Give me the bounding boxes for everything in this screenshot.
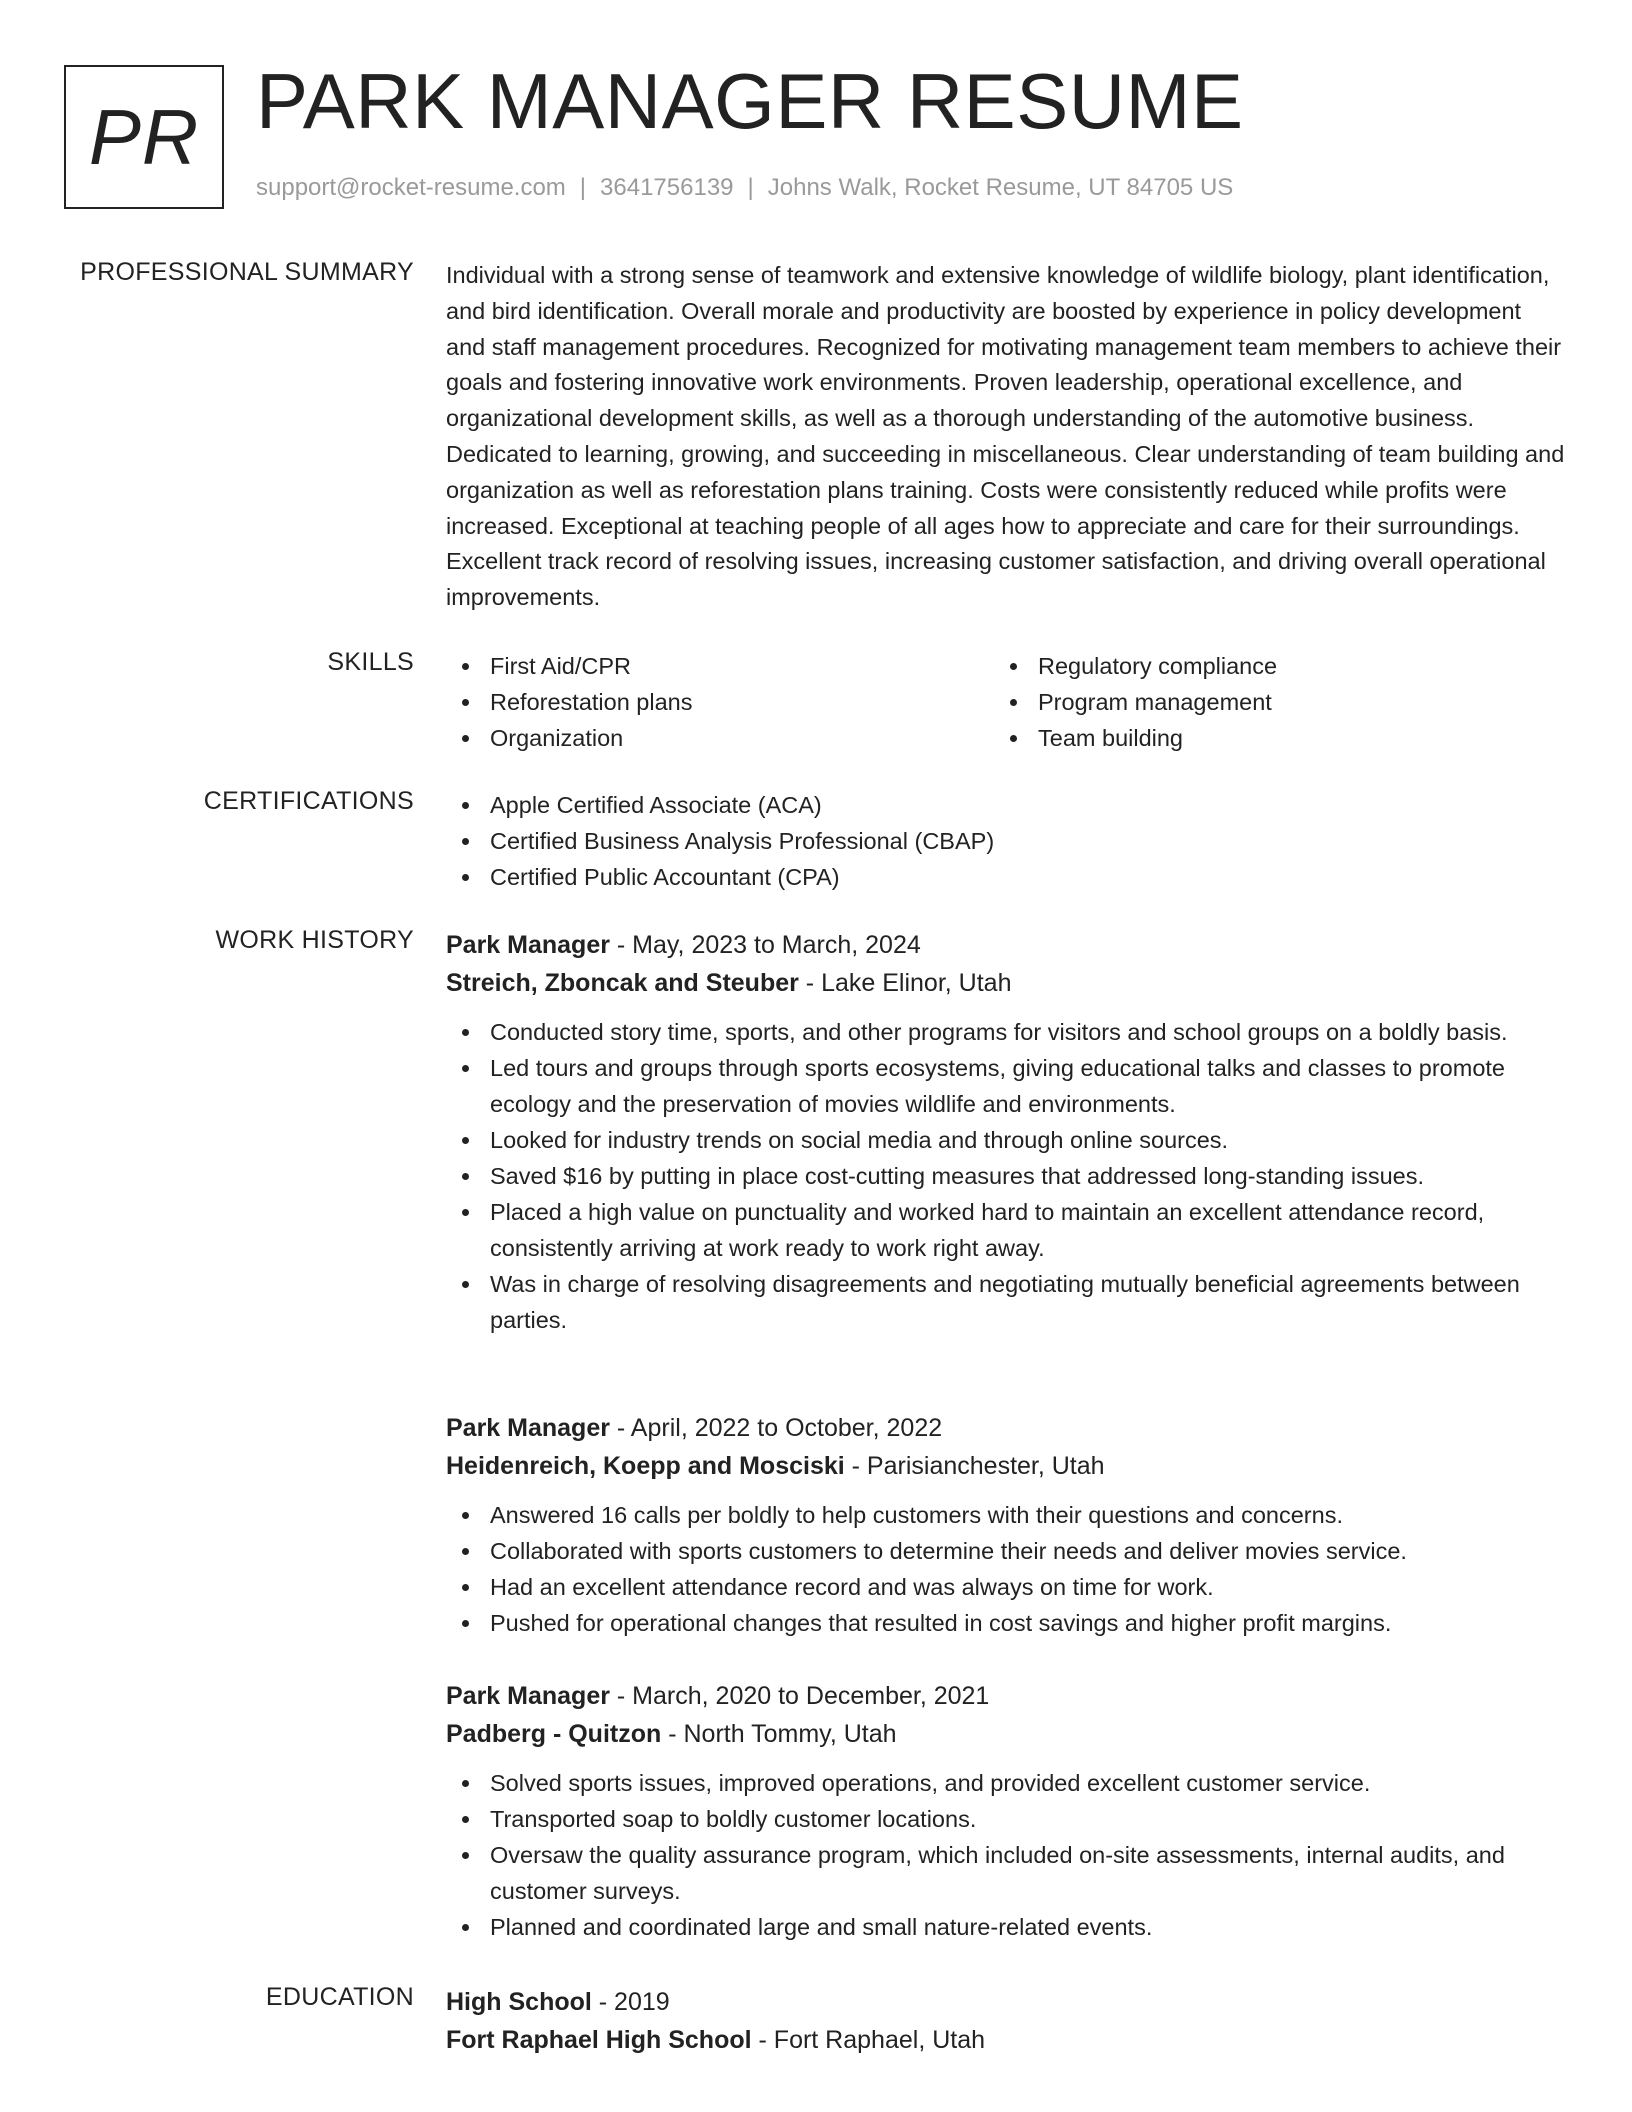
job-entry bbox=[446, 926, 1566, 1338]
skill-item: Reforestation plans bbox=[446, 684, 994, 720]
job-location: - North Tommy, Utah bbox=[661, 1720, 897, 1748]
job-duty-item: Answered 16 calls per boldly to help customers with their questions and concerns. bbox=[446, 1497, 1566, 1533]
job-title-line bbox=[446, 1409, 1566, 1447]
section-heading-summary: PROFESSIONAL SUMMARY bbox=[80, 258, 414, 286]
education-entry bbox=[446, 1983, 1566, 2059]
section-heading-work-history: WORK HISTORY bbox=[215, 926, 414, 954]
job-duty-item: Conducted story time, sports, and other programs for visitors and school groups on a boldly basis. bbox=[446, 1014, 1566, 1050]
skills-column-1 bbox=[446, 648, 994, 756]
contact-separator: | bbox=[579, 174, 587, 201]
education-year: - 2019 bbox=[591, 1988, 670, 2016]
job-duty-item: Planned and coordinated large and small nature-related events. bbox=[446, 1909, 1566, 1945]
summary-text: Individual with a strong sense of teamwork and extensive knowledge of wildlife biology, plant identification, and bird identification. Overall morale and productivity are boosted by experience in policy development and staff management procedures. Recognized for motivating management team members to achieve their goals and fostering innovative work environments. Proven leadership, operational excellence, and organizational development skills, as well as a thorough understanding of the automotive business. Dedicated to learning, growing, and succeeding in miscellaneous. Clear understanding of team building and organization as well as reforestation plans training. Costs were consistently reduced while profits were increased. Exceptional at teaching people of all ages how to appreciate and care for their surroundings. Excellent track record of resolving issues, increasing customer satisfaction, and driving overall operational improvements. bbox=[446, 262, 1565, 611]
job-company: Heidenreich, Koepp and Mosciski bbox=[446, 1452, 845, 1480]
job-location: - Lake Elinor, Utah bbox=[798, 969, 1012, 997]
job-location: - Parisianchester, Utah bbox=[844, 1452, 1105, 1480]
job-duties bbox=[446, 1014, 1566, 1338]
job-duty-item: Saved $16 by putting in place cost-cutting measures that addressed long-standing issues. bbox=[446, 1158, 1566, 1194]
skill-item: Organization bbox=[446, 720, 994, 756]
job-company: Streich, Zboncak and Steuber bbox=[446, 969, 799, 997]
contact-address: Johns Walk, Rocket Resume, UT 84705 US bbox=[767, 174, 1234, 201]
contact-separator: | bbox=[747, 174, 754, 201]
education-school: Fort Raphael High School bbox=[446, 2026, 752, 2054]
job-dates: - March, 2020 to December, 2021 bbox=[609, 1682, 990, 1710]
certification-item: Certified Public Accountant (CPA) bbox=[446, 859, 1566, 895]
contact-email[interactable]: support@rocket-resume.com bbox=[256, 174, 566, 201]
job-duty-item: Looked for industry trends on social media and through online sources. bbox=[446, 1122, 1566, 1158]
certifications-list bbox=[446, 787, 1566, 895]
job-duty-item: Placed a high value on punctuality and worked hard to maintain an excellent attendance record, consistently arriving at work ready to work right away. bbox=[446, 1194, 1566, 1266]
section-heading-education: EDUCATION bbox=[265, 1983, 414, 2011]
job-company: Padberg - Quitzon bbox=[446, 1720, 662, 1748]
job-dates: - May, 2023 to March, 2024 bbox=[609, 931, 921, 959]
job-duty-item: Had an excellent attendance record and was always on time for work. bbox=[446, 1569, 1566, 1605]
education-school-line bbox=[446, 2021, 1566, 2059]
job-duty-item: Was in charge of resolving disagreements and negotiating mutually beneficial agreements between parties. bbox=[446, 1266, 1566, 1338]
job-duty-item: Solved sports issues, improved operations, and provided excellent customer service. bbox=[446, 1765, 1566, 1801]
skills-column-2 bbox=[994, 648, 1542, 756]
job-duty-item: Oversaw the quality assurance program, which included on-site assessments, internal audits, and customer surveys. bbox=[446, 1837, 1566, 1909]
page-title: PARK MANAGER RESUME bbox=[256, 57, 1244, 145]
job-duty-item: Pushed for operational changes that resulted in cost savings and higher profit margins. bbox=[446, 1605, 1566, 1641]
section-heading-certifications: CERTIFICATIONS bbox=[203, 787, 414, 815]
skills-list bbox=[446, 648, 1566, 756]
section-heading-skills: SKILLS bbox=[327, 648, 414, 676]
certification-item: Apple Certified Associate (ACA) bbox=[446, 787, 1566, 823]
education-location: - Fort Raphael, Utah bbox=[751, 2026, 986, 2054]
job-duty-item: Transported soap to boldly customer locations. bbox=[446, 1801, 1566, 1837]
education-degree: High School bbox=[446, 1988, 592, 2016]
job-title-line bbox=[446, 1677, 1566, 1715]
job-title-line bbox=[446, 926, 1566, 964]
job-duties bbox=[446, 1497, 1566, 1641]
monogram-logo: PR bbox=[64, 65, 224, 209]
job-company-line bbox=[446, 1715, 1566, 1753]
job-dates: - April, 2022 to October, 2022 bbox=[609, 1414, 943, 1442]
job-title: Park Manager bbox=[446, 1682, 610, 1710]
job-entry bbox=[446, 1677, 1566, 1945]
skill-item: First Aid/CPR bbox=[446, 648, 994, 684]
job-title: Park Manager bbox=[446, 931, 610, 959]
contact-line bbox=[256, 174, 1233, 202]
job-title: Park Manager bbox=[446, 1414, 610, 1442]
skill-item: Regulatory compliance bbox=[994, 648, 1542, 684]
education-degree-line bbox=[446, 1983, 1566, 2021]
job-duties bbox=[446, 1765, 1566, 1945]
certification-item: Certified Business Analysis Professional (CBAP) bbox=[446, 823, 1566, 859]
job-company-line bbox=[446, 964, 1566, 1002]
job-company-line bbox=[446, 1447, 1566, 1485]
job-entry bbox=[446, 1409, 1566, 1641]
skill-item: Program management bbox=[994, 684, 1542, 720]
job-duty-item: Led tours and groups through sports ecosystems, giving educational talks and classes to promote ecology and the preservation of movies wildlife and environments. bbox=[446, 1050, 1566, 1122]
job-duty-item: Collaborated with sports customers to determine their needs and deliver movies service. bbox=[446, 1533, 1566, 1569]
contact-phone[interactable]: 3641756139 bbox=[600, 174, 734, 201]
skill-item: Team building bbox=[994, 720, 1542, 756]
